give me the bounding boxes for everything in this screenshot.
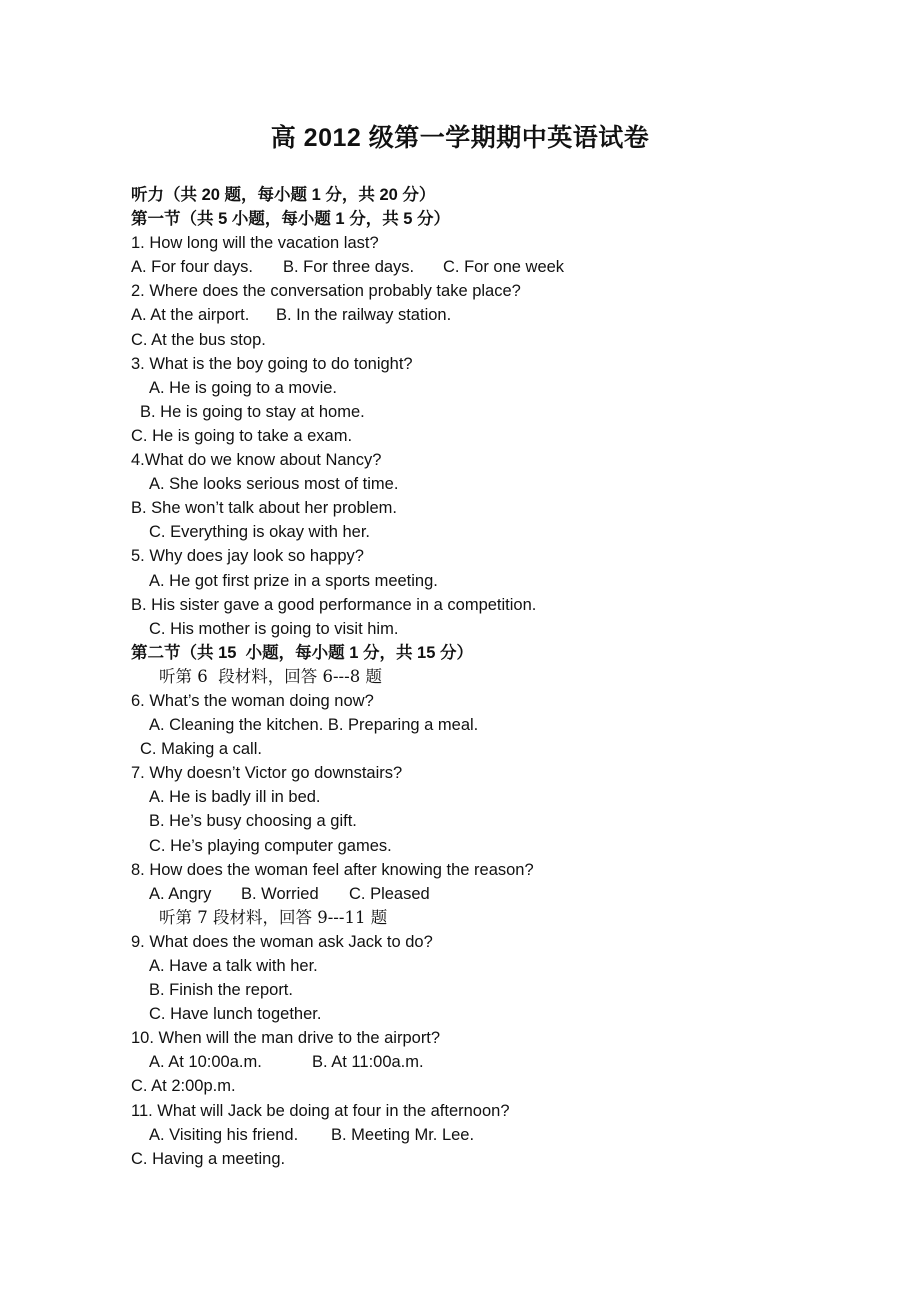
- part2-header: 第二节（共 15 小题，每小题 1 分，共 15 分）: [131, 643, 473, 662]
- option-a: A. She looks serious most of time.: [149, 475, 399, 494]
- option-a: A. He is badly ill in bed.: [149, 788, 321, 807]
- question-10-options: [131, 1050, 831, 1074]
- question-3: 3. What is the boy going to do tonight?: [131, 354, 413, 373]
- option-b: B. In the railway station.: [276, 306, 452, 325]
- option-c: C. Everything is okay with her.: [149, 523, 371, 542]
- option-b: B. Finish the report.: [149, 981, 293, 1000]
- question-2-options: [131, 303, 831, 327]
- question-1-options: [131, 255, 831, 279]
- question-6: 6. What’s the woman doing now?: [131, 691, 374, 710]
- option-b: B. His sister gave a good performance in a competition.: [131, 595, 537, 614]
- page-title: 高 2012 级第一学期期中英语试卷: [270, 124, 650, 152]
- material-6-instruction: 听第 6 段材料，回答 6---8 题: [159, 666, 382, 686]
- option-c: C. His mother is going to visit him.: [149, 619, 399, 638]
- option-a: A. Visiting his friend.: [149, 1125, 299, 1144]
- option-c: C. Have lunch together.: [149, 1005, 322, 1024]
- part1-header: 第一节（共 5 小题，每小题 1 分，共 5 分）: [131, 210, 451, 229]
- option-b: B. He’s busy choosing a gift.: [149, 812, 357, 831]
- option-c: C. He’s playing computer games.: [149, 836, 392, 855]
- option-a: A. At 10:00a.m.: [149, 1053, 262, 1072]
- option-b: B. At 11:00a.m.: [312, 1053, 424, 1072]
- option-c: C. Pleased: [349, 884, 430, 903]
- option-b: B. He is going to stay at home.: [140, 402, 365, 421]
- question-10: 10. When will the man drive to the airport?: [131, 1029, 441, 1048]
- option-c: C. For one week: [443, 258, 565, 277]
- exam-content: [131, 183, 831, 1171]
- material-7-instruction: 听第 7 段材料，回答 9---11 题: [159, 907, 388, 927]
- option-c: C. At 2:00p.m.: [131, 1077, 236, 1096]
- question-1: 1. How long will the vacation last?: [131, 234, 379, 253]
- option-b: B. Worried: [241, 884, 319, 903]
- question-11: 11. What will Jack be doing at four in the afternoon?: [131, 1101, 510, 1120]
- option-b: B. She won’t talk about her problem.: [131, 499, 397, 518]
- question-7: 7. Why doesn’t Victor go downstairs?: [131, 764, 403, 783]
- option-b: B. Meeting Mr. Lee.: [331, 1125, 475, 1144]
- option-a: A. Angry: [149, 884, 212, 903]
- question-8-options: [131, 882, 831, 906]
- question-2: 2. Where does the conversation probably take place?: [131, 282, 521, 301]
- option-c: C. At the bus stop.: [131, 330, 266, 349]
- question-9: 9. What does the woman ask Jack to do?: [131, 932, 433, 951]
- option-a: A. At the airport.: [131, 306, 250, 325]
- question-5: 5. Why does jay look so happy?: [131, 547, 364, 566]
- option-c: C. Making a call.: [140, 740, 262, 759]
- option-a-b: A. Cleaning the kitchen. B. Preparing a meal.: [149, 716, 479, 735]
- option-a: A. For four days.: [131, 258, 253, 277]
- option-a: A. He is going to a movie.: [149, 378, 338, 397]
- question-11-options: [131, 1123, 831, 1147]
- option-c: C. He is going to take a exam.: [131, 426, 353, 445]
- listening-section-header: 听力（共 20 题，每小题 1 分，共 20 分）: [131, 186, 436, 204]
- option-b: B. For three days.: [283, 258, 415, 277]
- option-a: A. He got first prize in a sports meeting.: [149, 571, 438, 590]
- question-8: 8. How does the woman feel after knowing the reason?: [131, 860, 534, 879]
- option-c: C. Having a meeting.: [131, 1149, 286, 1168]
- option-a: A. Have a talk with her.: [149, 957, 318, 975]
- question-4: 4.What do we know about Nancy?: [131, 451, 382, 470]
